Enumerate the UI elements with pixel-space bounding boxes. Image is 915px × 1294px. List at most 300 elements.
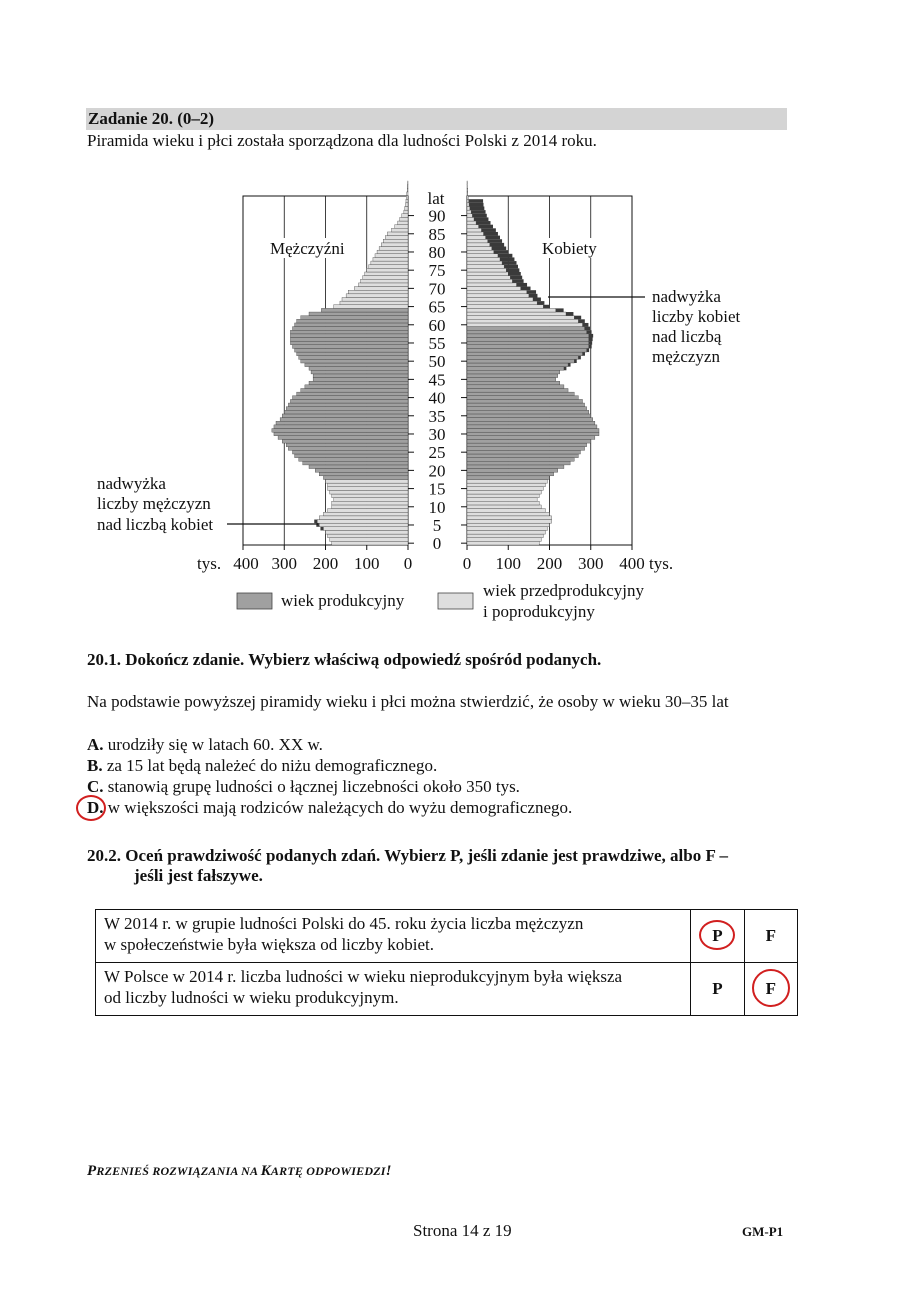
women-bar [467,203,469,207]
women-excess-bar [469,203,483,207]
women-bar [467,188,468,192]
men-bar [407,188,408,192]
annotation-women-2: liczby kobiet [652,307,741,326]
women-bar [467,319,578,323]
question-20-2-title-2: jeśli jest fałszywe. [134,866,263,885]
age-tick-label: 10 [428,497,446,517]
age-tick-label: 50 [428,352,446,372]
women-bar [467,443,587,447]
women-excess-bar [479,225,493,229]
x-tick-label-right: 400 [619,554,645,573]
women-excess-bar [492,247,506,251]
option-b[interactable] [87,756,437,776]
men-bar [274,432,408,436]
women-bar [467,447,585,451]
women-excess-bar [486,236,500,240]
women-bar [467,225,479,229]
women-bar [467,367,564,371]
option-text: stanowią grupę ludności o łącznej liczebności około 350 tys. [103,777,520,796]
option-letter: C. [87,777,104,796]
men-bar [288,403,408,407]
men-bar [385,236,408,240]
men-label: Mężczyźni [270,239,345,258]
men-bar [303,461,408,465]
men-bar [282,414,408,418]
note-part-2: ARTĘ ODPOWIEDZI [270,1164,386,1178]
women-bar [467,454,578,458]
men-bar [326,479,409,483]
women-bar [467,487,543,491]
women-bar [467,352,583,356]
women-bar [467,217,474,221]
question-20-1-title: 20.1. Dokończ zdanie. Wybierz właściwą odpowiedź spośród podanych. [87,650,602,669]
women-excess-bar [502,261,516,265]
women-bar [467,494,539,498]
age-tick-label: 60 [428,315,446,335]
women-excess-bar [498,254,512,258]
women-bar [467,330,587,334]
row-2-f: F [765,979,776,998]
men-bar [373,257,408,261]
men-bar [379,247,408,251]
option-letter: B. [87,756,103,775]
women-bar [467,327,585,331]
x-tick-label-right: 100 [495,554,521,573]
men-bar [286,443,408,447]
page-number: Strona 14 z 19 [413,1221,512,1240]
age-tick-label: 65 [428,297,446,317]
women-bar [467,498,537,502]
women-bar [467,348,587,352]
women-excess-bar [527,290,536,294]
note-cap-k: K [260,1163,271,1179]
men-excess-bar [314,520,317,524]
statement-2-line-1: W Polsce w 2014 r. liczba ludności w wieku nieprodukcyjnym była większa [104,967,623,986]
women-bar [467,334,589,338]
women-bar [467,261,502,265]
women-bar [467,232,484,236]
men-bar [406,203,408,207]
men-bar [293,327,409,331]
selected-answer-circle-f [752,969,790,1007]
men-bar [297,319,408,323]
women-bar [467,294,529,298]
question-20-1-stem: Na podstawie powyższej piramidy wieku i płci można stwierdzić, że osoby w wieku 30–35 lat [87,692,729,711]
women-bar [467,501,539,505]
row-1-p-cell[interactable] [691,910,744,963]
men-bar [293,345,409,349]
men-bar [309,367,408,371]
men-bar [354,287,408,291]
women-excess-bar [589,345,592,349]
option-d[interactable] [87,798,572,818]
option-letter: D. [87,798,104,817]
men-bar [383,239,408,243]
women-excess-bar [506,268,519,272]
women-excess-bar [564,367,566,371]
women-excess-bar [533,297,541,301]
women-bar [467,250,494,254]
women-bar [467,254,498,258]
men-bar [317,520,408,524]
women-bar [467,421,595,425]
women-bar [467,490,541,494]
women-excess-bar [508,272,521,276]
women-excess-bar [472,214,486,218]
age-tick-label: 15 [428,479,446,499]
men-bar [282,439,408,443]
women-bar [467,356,578,360]
men-bar [305,385,408,389]
men-bar [313,378,408,382]
women-bar [467,316,574,320]
row-2-f-cell[interactable] [744,963,797,1016]
men-bar [280,418,408,422]
women-bar [467,516,552,520]
women-excess-bar [589,334,593,338]
women-excess-bar [469,199,483,203]
women-bar [467,429,599,433]
women-bar [467,476,550,480]
women-bar [467,214,472,218]
men-bar [332,505,408,509]
x-tick-label-left: 300 [271,554,297,573]
age-tick-label: 25 [428,443,446,463]
age-tick-label: 55 [428,333,446,353]
men-bar [290,341,408,345]
x-tick-label-right: 200 [536,554,563,573]
age-axis-label: lat [427,189,445,208]
men-bar [377,250,408,254]
women-bar [467,290,527,294]
men-excess-bar [320,527,323,531]
annotation-men-2: liczby mężczyzn [97,494,211,513]
men-bar [323,476,408,480]
women-excess-bar [537,301,544,305]
women-bar [467,414,591,418]
women-bar [467,436,595,440]
men-bar [404,210,408,214]
men-bar [293,450,409,454]
men-bar [295,454,408,458]
men-bar [299,356,408,360]
true-false-table [95,909,798,1016]
men-bar [367,268,408,272]
men-bar [328,487,408,491]
men-bar [371,261,408,265]
table-row [96,910,798,963]
women-bar [467,363,568,367]
men-bar [407,192,408,196]
men-bar [334,498,408,502]
row-1-f: F [765,926,776,945]
men-bar [319,472,408,476]
men-bar [361,279,408,283]
women-bar [467,418,593,422]
women-bar [467,192,468,196]
men-bar [274,425,408,429]
x-unit-right: tys. [649,554,674,573]
x-tick-label-left: 0 [403,554,413,573]
women-bar [467,236,486,240]
women-bar [467,297,533,301]
note-cap-p: P [87,1163,97,1179]
women-bar [467,403,585,407]
women-bar [467,247,492,251]
statement-2 [96,963,691,1016]
option-text: w większości mają rodziców należących do wyżu demograficznego. [103,798,573,817]
women-excess-bar [494,250,508,254]
women-bar [467,410,589,414]
age-tick-label: 20 [428,461,446,481]
annotation-women-3: nad liczbą [652,327,722,346]
women-bar [467,279,512,283]
women-bar [467,425,597,429]
option-a[interactable] [87,735,323,755]
women-bar [467,388,568,392]
men-bar [290,338,408,342]
men-bar [406,199,408,203]
men-bar [290,334,408,338]
women-bar [467,450,580,454]
men-bar [299,458,408,462]
women-excess-bar [556,308,564,312]
men-bar [392,228,409,232]
women-bar [467,196,468,200]
women-bar [467,370,560,374]
women-bar [467,483,545,487]
women-excess-bar [566,312,573,316]
women-bar [467,283,517,287]
women-excess-bar [543,305,550,309]
women-bar [467,461,570,465]
men-bar [284,410,408,414]
row-2-p-cell[interactable] [691,963,744,1016]
x-tick-label-right: 300 [578,554,604,573]
men-bar [332,541,408,545]
annotation-women-1: nadwyżka [652,287,721,306]
women-bar [467,469,558,473]
women-excess-bar [529,294,538,298]
women-excess-bar [512,279,523,283]
men-bar [313,374,408,378]
men-bar [323,527,408,531]
women-bar [467,268,506,272]
statement-2-line-2: od liczby ludności w wieku produkcyjnym. [104,988,399,1007]
task-header: Zadanie 20. (0–2) [86,108,787,130]
women-bar [467,345,589,349]
age-tick-label: 75 [428,261,446,281]
women-bar [467,538,541,542]
women-bar [467,228,481,232]
men-bar [334,305,408,309]
x-tick-label-left: 400 [233,554,259,573]
men-bar [276,421,408,425]
women-bar [467,530,545,534]
option-letter: A. [87,735,104,754]
women-bar [467,392,574,396]
women-excess-bar [490,243,504,247]
women-bar [467,472,554,476]
women-bar [467,210,471,214]
legend-nonworking-1: wiek przedprodukcyjny [483,581,644,600]
women-excess-bar [517,283,528,287]
women-excess-bar [578,356,580,360]
women-excess-bar [587,330,592,334]
women-bar [467,520,552,524]
age-tick-label: 90 [428,206,446,226]
men-bar [400,217,408,221]
age-tick-label: 40 [428,388,446,408]
men-bar [301,388,408,392]
women-bar [467,374,558,378]
selected-answer-circle-p [699,920,735,950]
women-bar [467,523,550,527]
row-2-p: P [712,979,723,998]
women-excess-bar [521,287,531,291]
men-bar [311,370,408,374]
women-excess-bar [510,276,522,280]
women-bar [467,541,539,545]
age-tick-label: 80 [428,242,446,262]
men-bar [395,225,408,229]
men-bar [293,396,409,400]
women-excess-bar [474,217,488,221]
women-bar [467,323,583,327]
men-bar [305,363,408,367]
men-bar [330,490,408,494]
women-bar [467,338,589,342]
women-bar [467,465,564,469]
men-bar [288,447,408,451]
women-bar [467,458,574,462]
women-bar [467,527,547,531]
table-row [96,963,798,1016]
women-bar [467,432,599,436]
row-1-p: P [712,926,723,945]
women-bar [467,505,541,509]
age-tick-label: 35 [428,406,446,426]
men-bar [359,283,409,287]
women-excess-bar [504,265,518,269]
women-bar [467,305,543,309]
men-bar [328,483,408,487]
men-bar [332,494,408,498]
men-bar [328,534,408,538]
statement-1-line-1: W 2014 r. w grupie ludności Polski do 45. roku życia liczba mężczyzn [104,914,584,933]
men-bar [398,221,408,225]
legend-working: wiek produkcyjny [281,591,405,610]
men-bar [326,530,409,534]
women-bar [467,312,566,316]
women-bar [467,199,469,203]
exam-code: GM-P1 [742,1224,784,1239]
option-text: urodziły się w latach 60. XX w. [103,735,323,754]
annotation-women-4: mężczyzn [652,347,720,366]
women-bar [467,272,508,276]
men-bar [363,276,408,280]
men-bar [278,436,408,440]
row-1-f-cell[interactable] [744,910,797,963]
women-bar [467,221,476,225]
women-bar [467,265,504,269]
women-excess-bar [589,341,592,345]
men-bar [301,359,408,363]
men-bar [272,429,408,433]
age-tick-label: 85 [428,224,446,244]
women-excess-bar [470,206,484,210]
women-excess-bar [589,338,593,342]
men-bar [297,392,408,396]
men-bar [321,308,408,312]
men-bar [342,297,408,301]
women-bar [467,479,547,483]
transfer-answers-note [87,1163,392,1180]
men-bar [290,399,408,403]
women-excess-bar [568,363,570,367]
women-bar [467,534,543,538]
age-tick-labels [408,207,467,554]
men-bar [381,243,408,247]
option-c[interactable] [87,777,520,797]
women-bar [467,287,521,291]
option-text: za 15 lat będą należeć do niżu demograficznego. [102,756,438,775]
women-bar [467,381,560,385]
women-excess-bar [500,257,514,261]
men-bar [330,538,408,542]
women-bar [467,439,591,443]
annotation-men-3: nad liczbą kobiet [97,515,214,534]
men-bar [369,265,408,269]
x-unit-left: tys. [197,554,222,573]
women-excess-bar [583,352,585,356]
men-bar [323,512,408,516]
women-excess-bar [585,327,590,331]
women-bar [467,396,578,400]
note-part-1: RZENIEŚ ROZWIĄZANIA NA [96,1164,261,1178]
women-bar [467,239,488,243]
women-excess-bar [587,348,589,352]
x-tick-label-left: 200 [312,554,339,573]
men-bar [406,196,408,200]
men-bar [319,516,408,520]
women-bar [467,407,587,411]
women-bar [467,206,470,210]
men-bar [290,330,408,334]
women-bar [467,509,545,513]
men-bar [295,348,408,352]
age-tick-label: 5 [432,515,442,535]
legend-nonworking-2: i poprodukcyjny [483,602,595,621]
men-bar [365,272,408,276]
women-bar [467,341,589,345]
legend-swatch-working [237,593,272,609]
men-bar [309,312,408,316]
men-bar [309,465,408,469]
men-bar [348,290,408,294]
women-excess-bar [578,319,584,323]
men-bar [315,469,408,473]
women-bar [467,399,583,403]
women-excess-bar [583,323,589,327]
men-bar [405,206,408,210]
note-end: ! [385,1163,392,1179]
men-bar [309,381,408,385]
population-pyramid-chart [0,0,915,640]
women-label: Kobiety [542,239,597,258]
men-bar [375,254,408,258]
age-tick-label: 30 [428,424,446,444]
